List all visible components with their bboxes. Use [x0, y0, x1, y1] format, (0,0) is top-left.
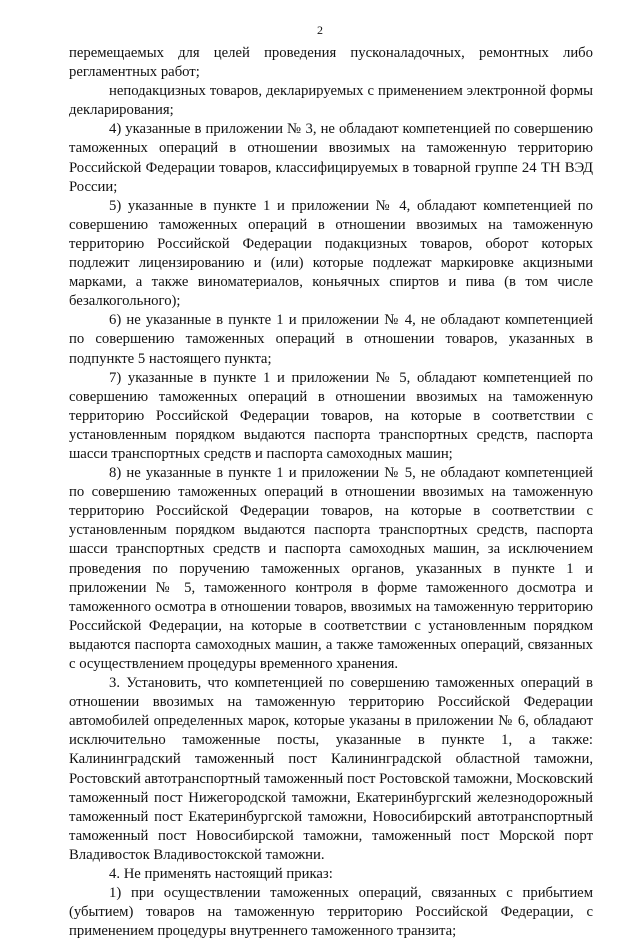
- paragraph-item-4: 4) указанные в приложении № 3, не обладают компетенцией по совершению таможенных операций в отношении ввозимых на таможенную территорию Российской Федерации товаров, классифицируемых в товарной группе 24 ТН ВЭД России;: [69, 121, 593, 195]
- paragraph-continuation: перемещаемых для целей проведения пусконаладочных, ремонтных либо регламентных работ;: [69, 45, 593, 81]
- paragraph-item-7: 7) указанные в пункте 1 и приложении № 5, обладают компетенцией по совершению таможенных операций в отношении ввозимых на таможенную территорию Российской Федерации товаров, на которые в соответствии с установленным порядком выдаются паспорта транспортных средств, паспорта шасси транспортных средств и паспорта самоходных машин;: [69, 369, 593, 462]
- paragraph-excise-free-goods: неподакцизных товаров, декларируемых с применением электронной формы декларирования;: [69, 83, 593, 119]
- paragraph-item-8: 8) не указанные в пункте 1 и приложении № 5, не обладают компетенцией по совершению таможенных операций в отношении ввозимых на таможенную территорию Российской Федерации товаров, на которые в соответствии с установленным порядком выдаются паспорта транспортных средств, паспорта шасси транспортных средств и паспорта самоходных машин, за исключением проведения по поручению таможенных органов, указанных в пункте 1 и приложении № 5, таможенного контроля в форме таможенного досмотра и таможенного осмотра в отношении товаров, ввозимых на таможенную территорию Российской Федерации, на которые в соответствии с установленным порядком выдаются паспорта самоходных машин, а также таможенных операций, связанных с осуществлением процедуры временного хранения.: [69, 465, 593, 672]
- paragraph-section-4: 4. Не применять настоящий приказ:: [109, 866, 333, 883]
- paragraph-section-4-item-1: 1) при осуществлении таможенных операций, связанных с прибытием (убытием) товаров на таможенную территорию Российской Федерации, с применением процедуры внутреннего таможенного транзита;: [69, 885, 593, 940]
- document-body: [69, 44, 593, 941]
- page-number: 2: [317, 23, 323, 37]
- paragraph-item-6: 6) не указанные в пункте 1 и приложении № 4, не обладают компетенцией по совершению таможенных операций в отношении товаров, указанных в подпункте 5 настоящего пункта;: [69, 312, 593, 367]
- paragraph-section-3: 3. Установить, что компетенцией по совершению таможенных операций в отношении ввозимых на таможенную территорию Российской Федерации автомобилей определенных марок, которые указаны в приложении № 6, обладают исключительно таможенные посты, указанные в пункте 1, а также: Калининградский таможенный пост Калининградской областной таможни, Ростовский автотранспортный таможенный пост Ростовской таможни, Московский таможенный пост Нижегородской таможни, Екатеринбургский железнодорожный таможенный пост Екатеринбургской таможни, Новосибирский автотранспортный таможенный пост Новосибирской таможни, таможенный пост Морской порт Владивосток Владивостокской таможни.: [69, 675, 593, 863]
- paragraph-item-5: 5) указанные в пункте 1 и приложении № 4, обладают компетенцией по совершению таможенных операций в отношении ввозимых на таможенную территорию Российской Федерации подакцизных товаров, оборот которых подлежит лицензированию и (или) которые подлежат маркировке акцизными марками, а также виноматериалов, коньячных спиртов и пива (в том числе безалкогольного);: [69, 197, 593, 310]
